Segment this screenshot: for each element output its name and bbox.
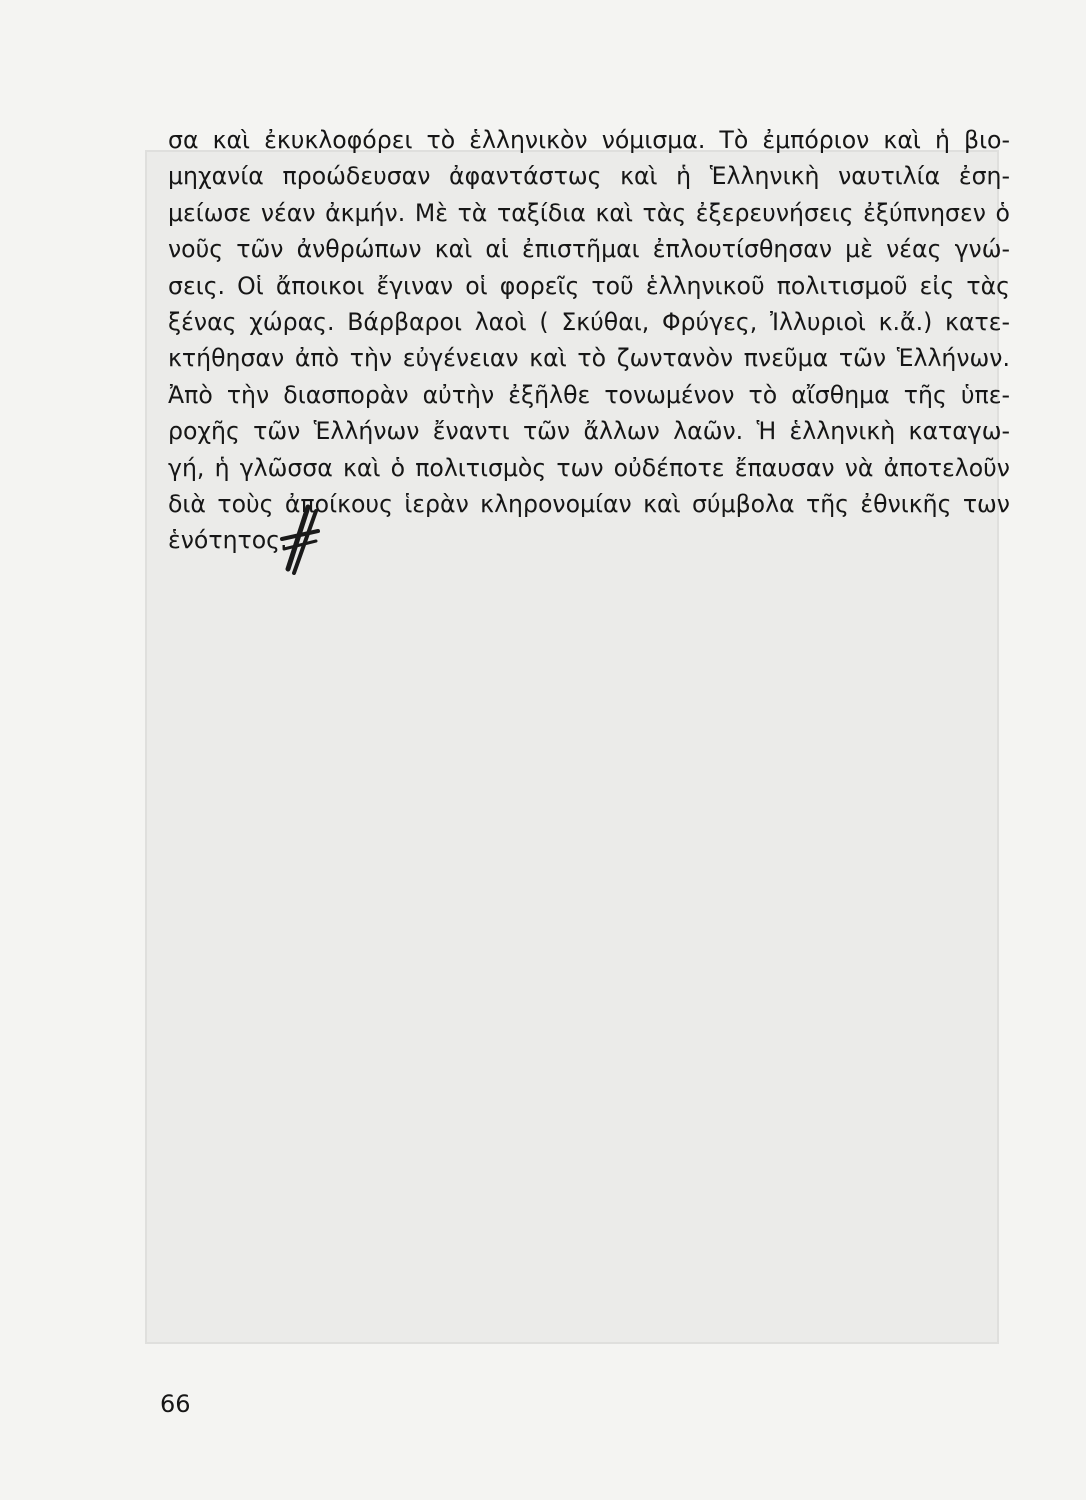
text-line: κτήθησαν ἀπὸ τὴν εὐγένειαν καὶ τὸ ζωντανὸν πνεῦμα τῶν Ἑλλήνων. [168, 344, 1010, 373]
text-line: ροχῆς τῶν Ἑλλήνων ἔναντι τῶν ἄλλων λαῶν. Ἡ ἑλληνικὴ καταγω- [168, 417, 1010, 446]
text-line: γή, ἡ γλῶσσα καὶ ὁ πολιτισμὸς των οὐδέποτε ἔπαυσαν νὰ ἀποτελοῦν [168, 453, 1010, 482]
text-line: σεις. Οἱ ἄποικοι ἔγιναν οἱ φορεῖς τοῦ ἑλληνικοῦ πολιτισμοῦ εἰς τὰς [168, 271, 1010, 300]
text-line: νοῦς τῶν ἀνθρώπων καὶ αἱ ἐπιστῆμαι ἐπλουτίσθησαν μὲ νέας γνώ- [168, 235, 1010, 264]
text-line: μείωσε νέαν ἀκμήν. Μὲ τὰ ταξίδια καὶ τὰς ἐξερευνήσεις ἐξύπνησεν ὁ [168, 198, 1010, 227]
text-line: ἑνότητος. [168, 526, 288, 555]
page-number: 66 [160, 1390, 191, 1418]
text-line: σα καὶ ἐκυκλοφόρει τὸ ἑλληνικὸν νόμισμα. Τὸ ἐμπόριον καὶ ἡ βιο- [168, 126, 1010, 154]
text-line: ξένας χώρας. Βάρβαροι λαοὶ ( Σκύθαι, Φρύγες, Ἰλλυριοὶ κ.ἄ.) κατε- [168, 307, 1010, 336]
handwritten-end-mark-icon [278, 503, 322, 575]
text-line: μηχανία προώδευσαν ἀφαντάστως καὶ ἡ Ἑλληνικὴ ναυτιλία ἐση- [168, 162, 1010, 191]
text-line: Ἀπὸ τὴν διασπορὰν αὐτὴν ἐξῆλθε τονωμένον τὸ αἴσθημα τῆς ὑπε- [168, 380, 1010, 409]
body-text [168, 122, 1010, 559]
text-line: διὰ τοὺς ἀποίκους ἱερὰν κληρονομίαν καὶ σύμβολα τῆς ἐθνικῆς των [168, 489, 1010, 518]
